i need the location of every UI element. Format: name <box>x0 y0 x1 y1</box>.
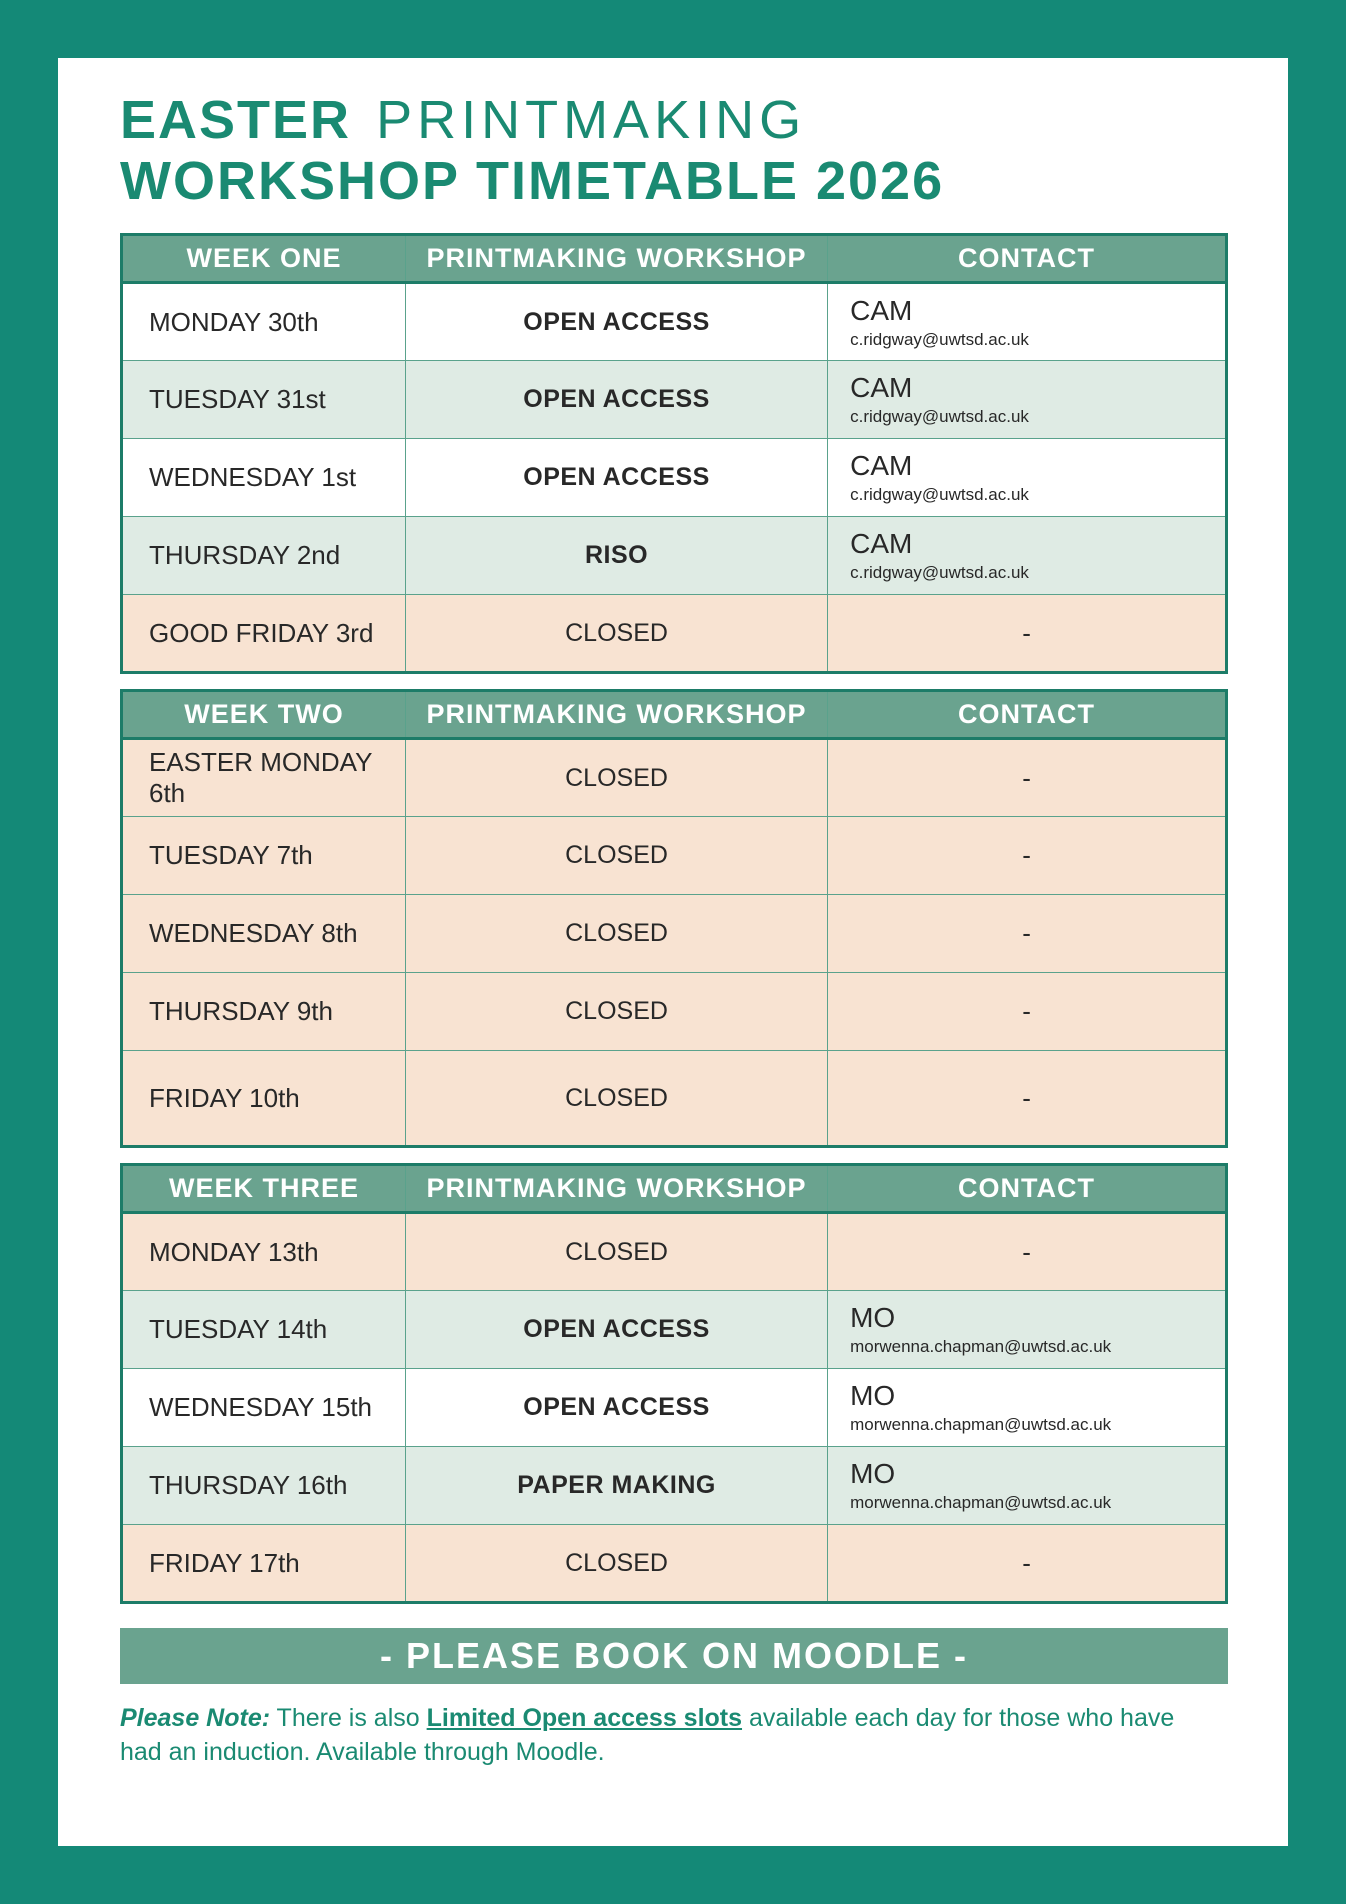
contact-email: morwenna.chapman@uwtsd.ac.uk <box>850 1337 1112 1357</box>
day-cell: WEDNESDAY 15th <box>122 1369 406 1447</box>
table-row <box>122 517 1227 595</box>
poster-sheet <box>58 58 1288 1846</box>
contact-cell <box>828 1291 1227 1369</box>
contact-email: morwenna.chapman@uwtsd.ac.uk <box>850 1493 1112 1513</box>
day-cell: TUESDAY 7th <box>122 817 406 895</box>
table-row <box>122 973 1227 1051</box>
contact-cell: - <box>828 1213 1227 1291</box>
note-prefix: Please Note: <box>120 1704 271 1733</box>
please-note-text <box>120 1702 1190 1770</box>
table-row <box>122 439 1227 517</box>
table-row <box>122 1291 1227 1369</box>
contact-cell: - <box>828 595 1227 673</box>
workshop-cell: CLOSED <box>405 739 827 817</box>
table-header-row <box>122 235 1227 283</box>
day-cell: THURSDAY 16th <box>122 1447 406 1525</box>
table-row <box>122 817 1227 895</box>
day-cell: TUESDAY 14th <box>122 1291 406 1369</box>
day-cell: MONDAY 13th <box>122 1213 406 1291</box>
day-cell: EASTER MONDAY 6th <box>122 739 406 817</box>
title-line-1 <box>120 92 1228 149</box>
contact-email: c.ridgway@uwtsd.ac.uk <box>850 563 1029 583</box>
day-cell: MONDAY 30th <box>122 283 406 361</box>
table-row <box>122 1447 1227 1525</box>
note-link-text: Limited Open access slots <box>426 1704 743 1733</box>
title-word-printmaking: PRINTMAKING <box>376 90 807 150</box>
workshop-cell: CLOSED <box>405 817 827 895</box>
table-row <box>122 1369 1227 1447</box>
workshop-cell: PAPER MAKING <box>405 1447 827 1525</box>
workshop-cell: CLOSED <box>405 595 827 673</box>
table-row <box>122 361 1227 439</box>
contact-cell <box>828 1447 1227 1525</box>
contact-cell <box>828 361 1227 439</box>
week-three-table <box>120 1163 1228 1604</box>
contact-name: CAM <box>850 372 913 404</box>
day-cell: WEDNESDAY 1st <box>122 439 406 517</box>
day-cell: THURSDAY 9th <box>122 973 406 1051</box>
workshop-cell: CLOSED <box>405 1051 827 1147</box>
table-row <box>122 895 1227 973</box>
day-cell: FRIDAY 17th <box>122 1525 406 1603</box>
contact-name: CAM <box>850 528 913 560</box>
contact-cell: - <box>828 973 1227 1051</box>
contact-cell: - <box>828 739 1227 817</box>
contact-name: MO <box>850 1380 896 1412</box>
contact-cell: - <box>828 895 1227 973</box>
note-after-link: available each day for those who have had an induction. Available through Moodle. <box>120 1704 1175 1767</box>
table-row <box>122 283 1227 361</box>
contact-email: c.ridgway@uwtsd.ac.uk <box>850 329 1029 349</box>
contact-column-header: CONTACT <box>828 235 1227 283</box>
contact-column-header: CONTACT <box>828 1165 1227 1213</box>
title-word-easter: EASTER <box>120 90 352 150</box>
week-label-header: WEEK ONE <box>122 235 406 283</box>
workshop-cell: OPEN ACCESS <box>405 283 827 361</box>
workshop-cell: OPEN ACCESS <box>405 1291 827 1369</box>
day-cell: GOOD FRIDAY 3rd <box>122 595 406 673</box>
title-line-2: WORKSHOP TIMETABLE 2026 <box>120 150 945 211</box>
week-label-header: WEEK TWO <box>122 691 406 739</box>
table-row <box>122 739 1227 817</box>
contact-cell <box>828 1369 1227 1447</box>
week-label-header: WEEK THREE <box>122 1165 406 1213</box>
workshop-column-header: PRINTMAKING WORKSHOP <box>405 1165 827 1213</box>
workshop-column-header: PRINTMAKING WORKSHOP <box>405 691 827 739</box>
table-row <box>122 1525 1227 1603</box>
workshop-cell: OPEN ACCESS <box>405 439 827 517</box>
contact-cell <box>828 283 1227 361</box>
contact-cell: - <box>828 1525 1227 1603</box>
contact-cell: - <box>828 817 1227 895</box>
day-cell: FRIDAY 10th <box>122 1051 406 1147</box>
contact-cell <box>828 517 1227 595</box>
contact-name: CAM <box>850 294 913 326</box>
contact-cell: - <box>828 1051 1227 1147</box>
workshop-cell: CLOSED <box>405 1525 827 1603</box>
workshop-cell: OPEN ACCESS <box>405 361 827 439</box>
workshop-cell: CLOSED <box>405 1213 827 1291</box>
workshop-cell: RISO <box>405 517 827 595</box>
contact-cell <box>828 439 1227 517</box>
table-row <box>122 1213 1227 1291</box>
contact-name: CAM <box>850 450 913 482</box>
day-cell: TUESDAY 31st <box>122 361 406 439</box>
contact-name: MO <box>850 1302 896 1334</box>
contact-email: morwenna.chapman@uwtsd.ac.uk <box>850 1415 1112 1435</box>
day-cell: WEDNESDAY 8th <box>122 895 406 973</box>
table-row <box>122 595 1227 673</box>
contact-email: c.ridgway@uwtsd.ac.uk <box>850 407 1029 427</box>
table-header-row <box>122 1165 1227 1213</box>
week-two-table <box>120 689 1228 1148</box>
week-one-table <box>120 233 1228 674</box>
day-cell: THURSDAY 2nd <box>122 517 406 595</box>
note-before-link: There is also <box>270 1704 427 1733</box>
table-header-row <box>122 691 1227 739</box>
workshop-cell: CLOSED <box>405 973 827 1051</box>
table-row <box>122 1051 1227 1147</box>
workshop-cell: CLOSED <box>405 895 827 973</box>
workshop-cell: OPEN ACCESS <box>405 1369 827 1447</box>
page-title <box>120 92 1228 209</box>
contact-column-header: CONTACT <box>828 691 1227 739</box>
contact-email: c.ridgway@uwtsd.ac.uk <box>850 485 1029 505</box>
workshop-column-header: PRINTMAKING WORKSHOP <box>405 235 827 283</box>
book-on-moodle-banner: - PLEASE BOOK ON MOODLE - <box>120 1628 1228 1684</box>
contact-name: MO <box>850 1458 896 1490</box>
